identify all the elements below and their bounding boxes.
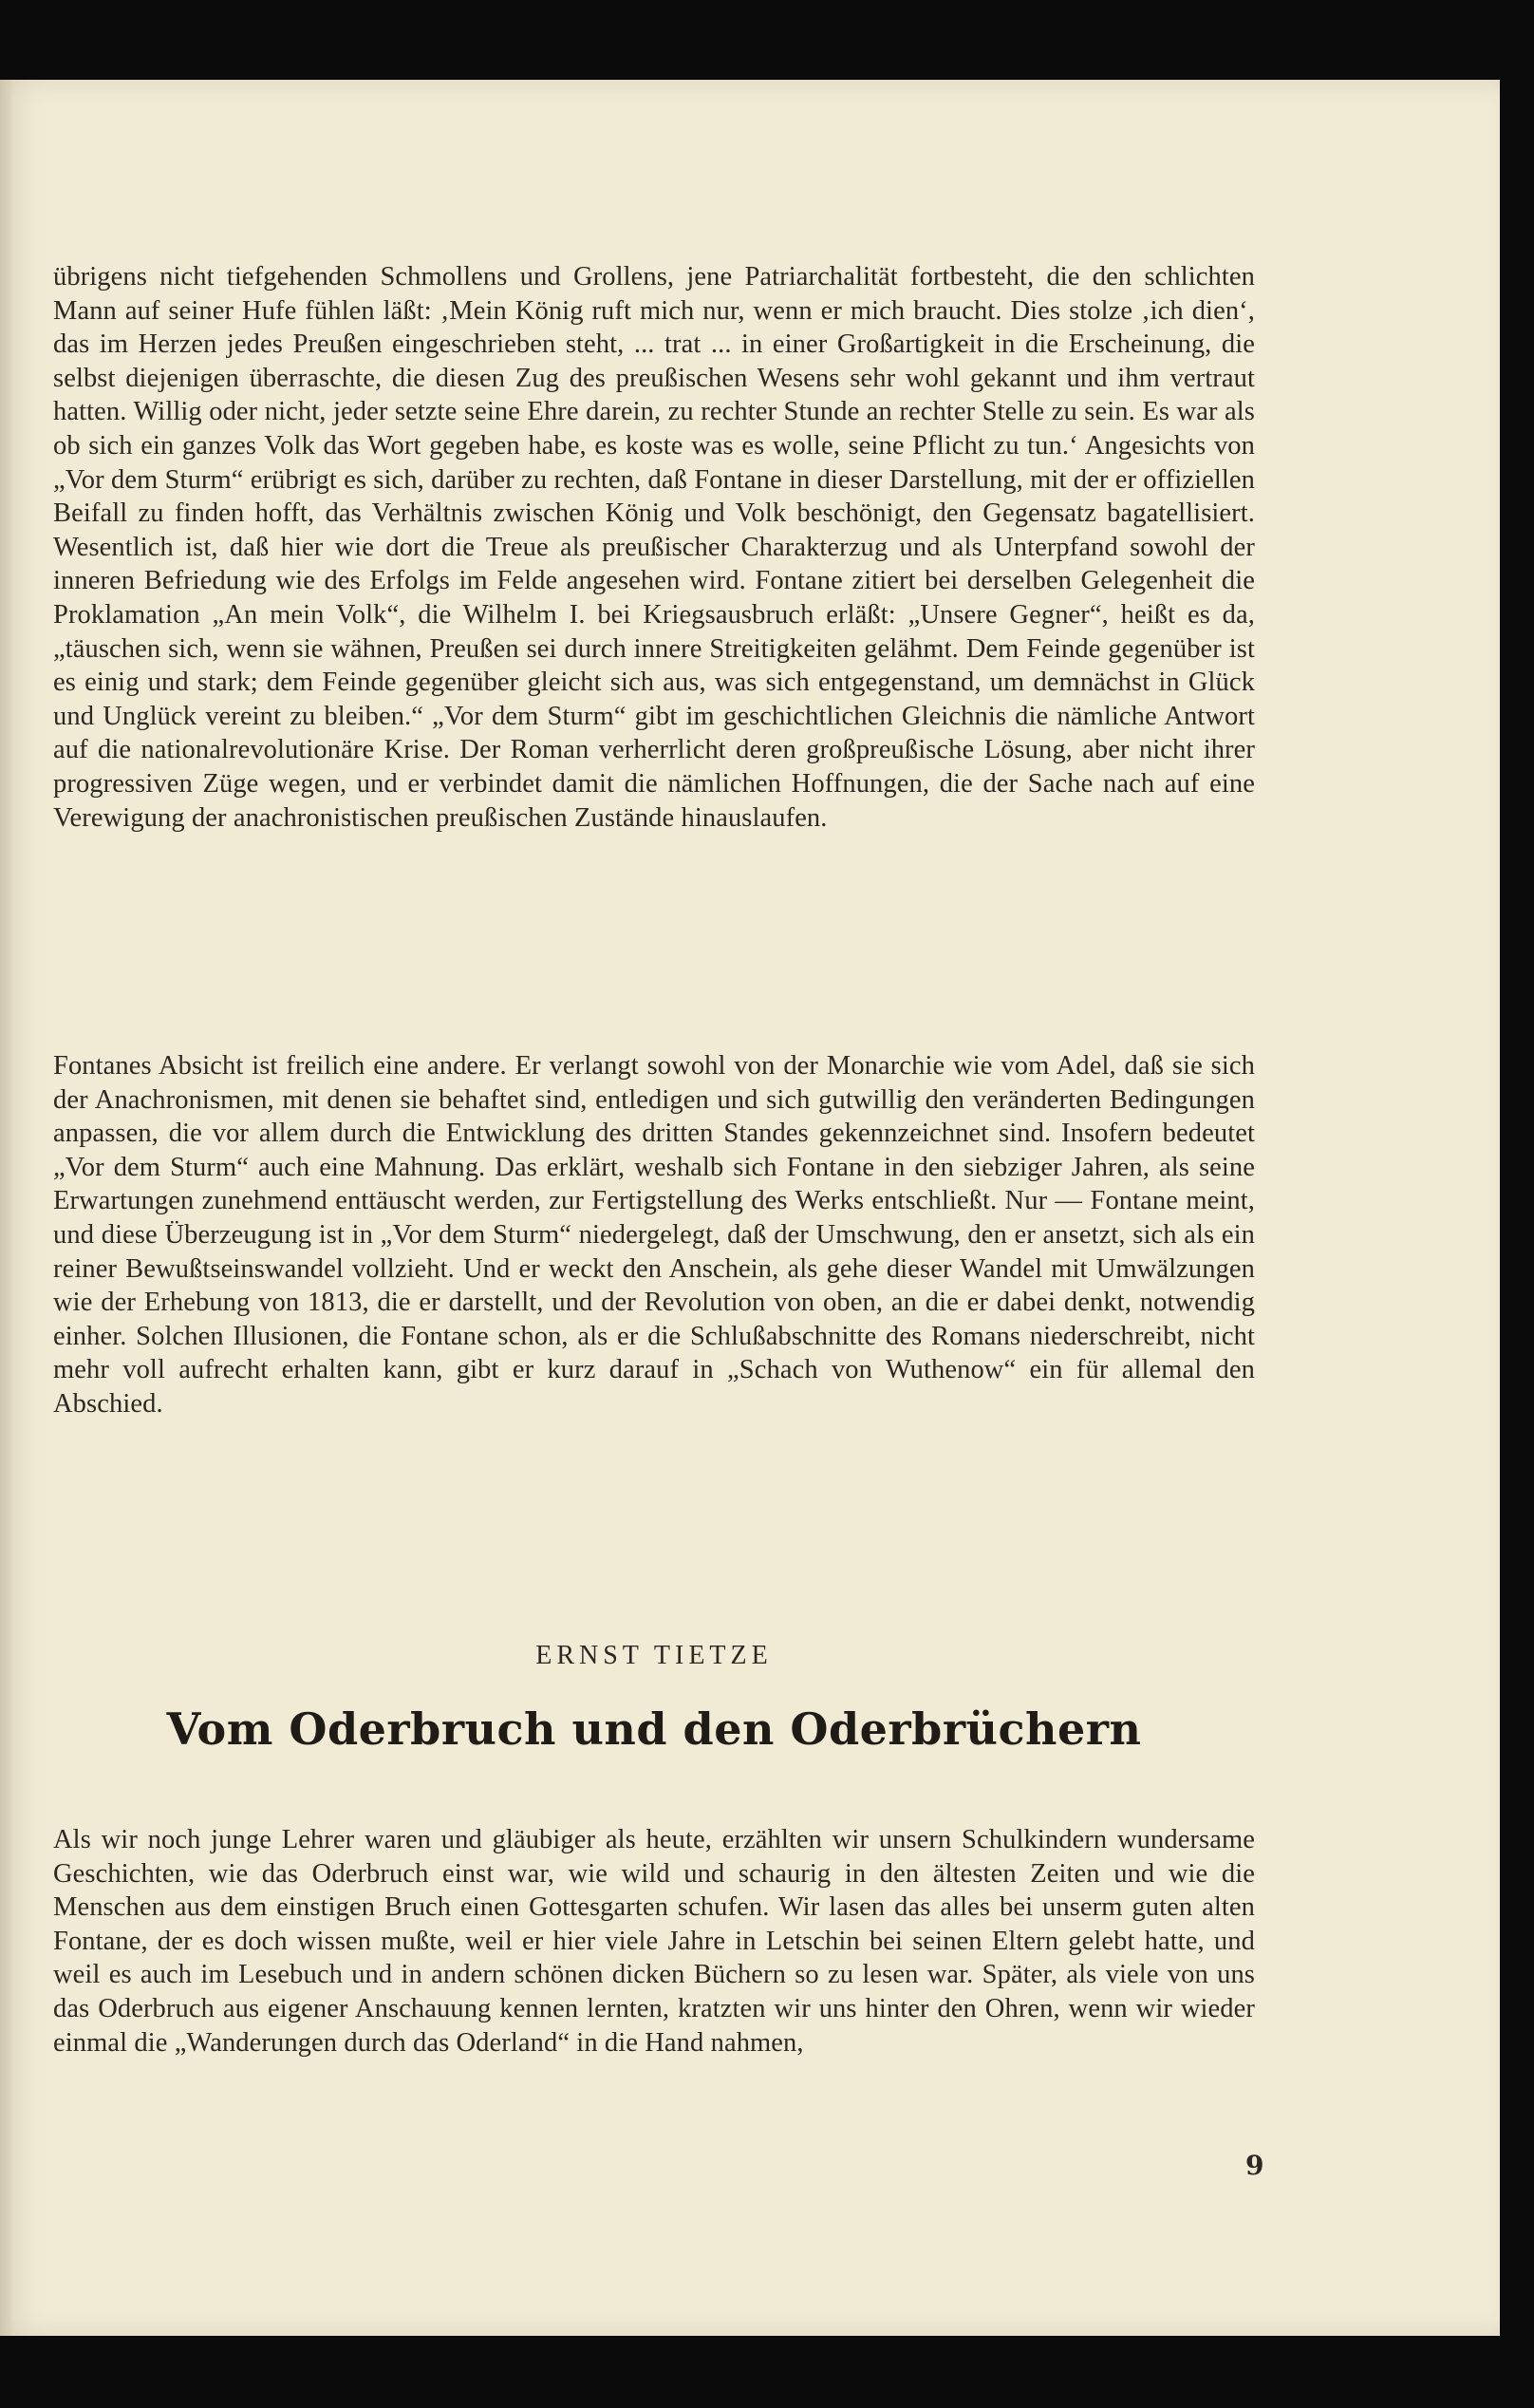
article-author: ERNST TIETZE	[535, 1641, 773, 1670]
paragraph-2: Fontanes Absicht ist freilich eine andere. Er verlangt sowohl von der Monarchie wie vom Adel, daß sie sich der Anachronismen, mit denen sie behaftet sind, entledigen und sich gutwillig den veränderten Bedingungen anpassen, die vor allem durch die Entwicklung des dritten Standes gekennzeichnet sind. Insofern bedeutet „Vor dem Sturm“ auch eine Mahnung. Das erklärt, weshalb sich Fontane in den siebziger Jahren, als seine Erwartungen zunehmend enttäuscht werden, zur Fertigstellung des Werks entschließt. Nur — Fontane meint, und diese Überzeugung ist in „Vor dem Sturm“ niedergelegt, daß der Umschwung, den er ansetzt, sich als ein reiner Bewußtseinswandel vollzieht. Und er weckt den Anschein, als gehe dieser Wandel mit Umwälzungen wie der Erhebung von 1813, die er darstellt, und der Revolution von oben, an die er dabei denkt, notwendig einher. Solchen Illusionen, die Fontane schon, als er die Schlußabschnitte des Romans niederschreibt, nicht mehr voll aufrecht erhalten kann, gibt er kurz darauf in „Schach von Wuthenow“ ein für allemal den Abschied.	[53, 1051, 1255, 1419]
article-title: Vom Oderbruch und den Oderbrüchern	[166, 1703, 1142, 1755]
paragraph-1: übrigens nicht tiefgehenden Schmollens und Grollens, jene Patriarchalität fortbesteht, die den schlichten Mann auf seiner Hufe fühlen läßt: ‚Mein König ruft mich nur, wenn er mich braucht. Dies stolze ‚ich dien‘, das im Herzen jedes Preußen eingeschrieben steht, ... trat ... in einer Großartigkeit in die Erscheinung, die selbst diejenigen überraschte, die diesen Zug des preußischen Wesens sehr wohl gekannt und ihm vertraut hatten. Willig oder nicht, jeder setzte seine Ehre darein, zu rechter Stunde an rechter Stelle zu sein. Es war als ob sich ein ganzes Volk das Wort gegeben habe, es koste was es wolle, seine Pflicht zu tun.‘ Angesichts von „Vor dem Sturm“ erübrigt es sich, darüber zu rechten, daß Fontane in dieser Darstellung, mit der er offiziellen Beifall zu finden hofft, das Verhältnis zwischen König und Volk beschönigt, den Gegensatz bagatellisiert. Wesentlich ist, daß hier wie dort die Treue als preußischer Charakterzug und als Unterpfand sowohl der inneren Befriedung wie des Erfolgs im Felde angesehen wird. Fontane zitiert bei derselben Gelegenheit die Proklamation „An mein Volk“, die Wilhelm I. bei Kriegsausbruch erläßt: „Unsere Gegner“, heißt es da, „täuschen sich, wenn sie wähnen, Preußen sei durch innere Streitigkeiten gelähmt. Dem Feinde gegenüber ist es einig und stark; dem Feinde gegenüber gleicht sich aus, was sich entgegenstand, um demnächst in Glück und Unglück vereint zu bleiben.“ „Vor dem Sturm“ gibt im geschichtlichen Gleichnis die nämliche Antwort auf die nationalrevolutionäre Krise. Der Roman verherrlicht deren großpreußische Lösung, aber nicht ihrer progressiven Züge wegen, und er verbindet damit die nämlichen Hoffnungen, die der Sache nach auf eine Verewigung der anachronistischen preußischen Zustände hinauslaufen.	[53, 262, 1255, 833]
essay-continuation	[53, 260, 1255, 835]
essay-conclusion	[53, 1049, 1255, 1421]
page-number: 9	[1245, 2150, 1264, 2181]
book-page	[0, 80, 1500, 2336]
article-body	[53, 1823, 1255, 2060]
paragraph-3: Als wir noch junge Lehrer waren und gläubiger als heute, erzählten wir unsern Schulkindern wundersame Geschichten, wie das Oderbruch einst war, wie wild und schaurig in den ältesten Zeiten und wie die Menschen aus dem einstigen Bruch einen Gottesgarten schufen. Wir lasen das alles bei unserm guten alten Fontane, der es doch wissen mußte, weil er hier viele Jahre in Letschin bei seinen Eltern gelebt hatte, und weil es auch im Lesebuch und in andern schönen dicken Büchern so zu lesen war. Später, als viele von uns das Oderbruch aus eigener Anschauung kennen lernten, kratzten wir uns hinter den Ohren, wenn wir wieder einmal die „Wanderungen durch das Oderland“ in die Hand nahmen,	[53, 1825, 1255, 2058]
spine-shadow	[0, 80, 13, 2336]
